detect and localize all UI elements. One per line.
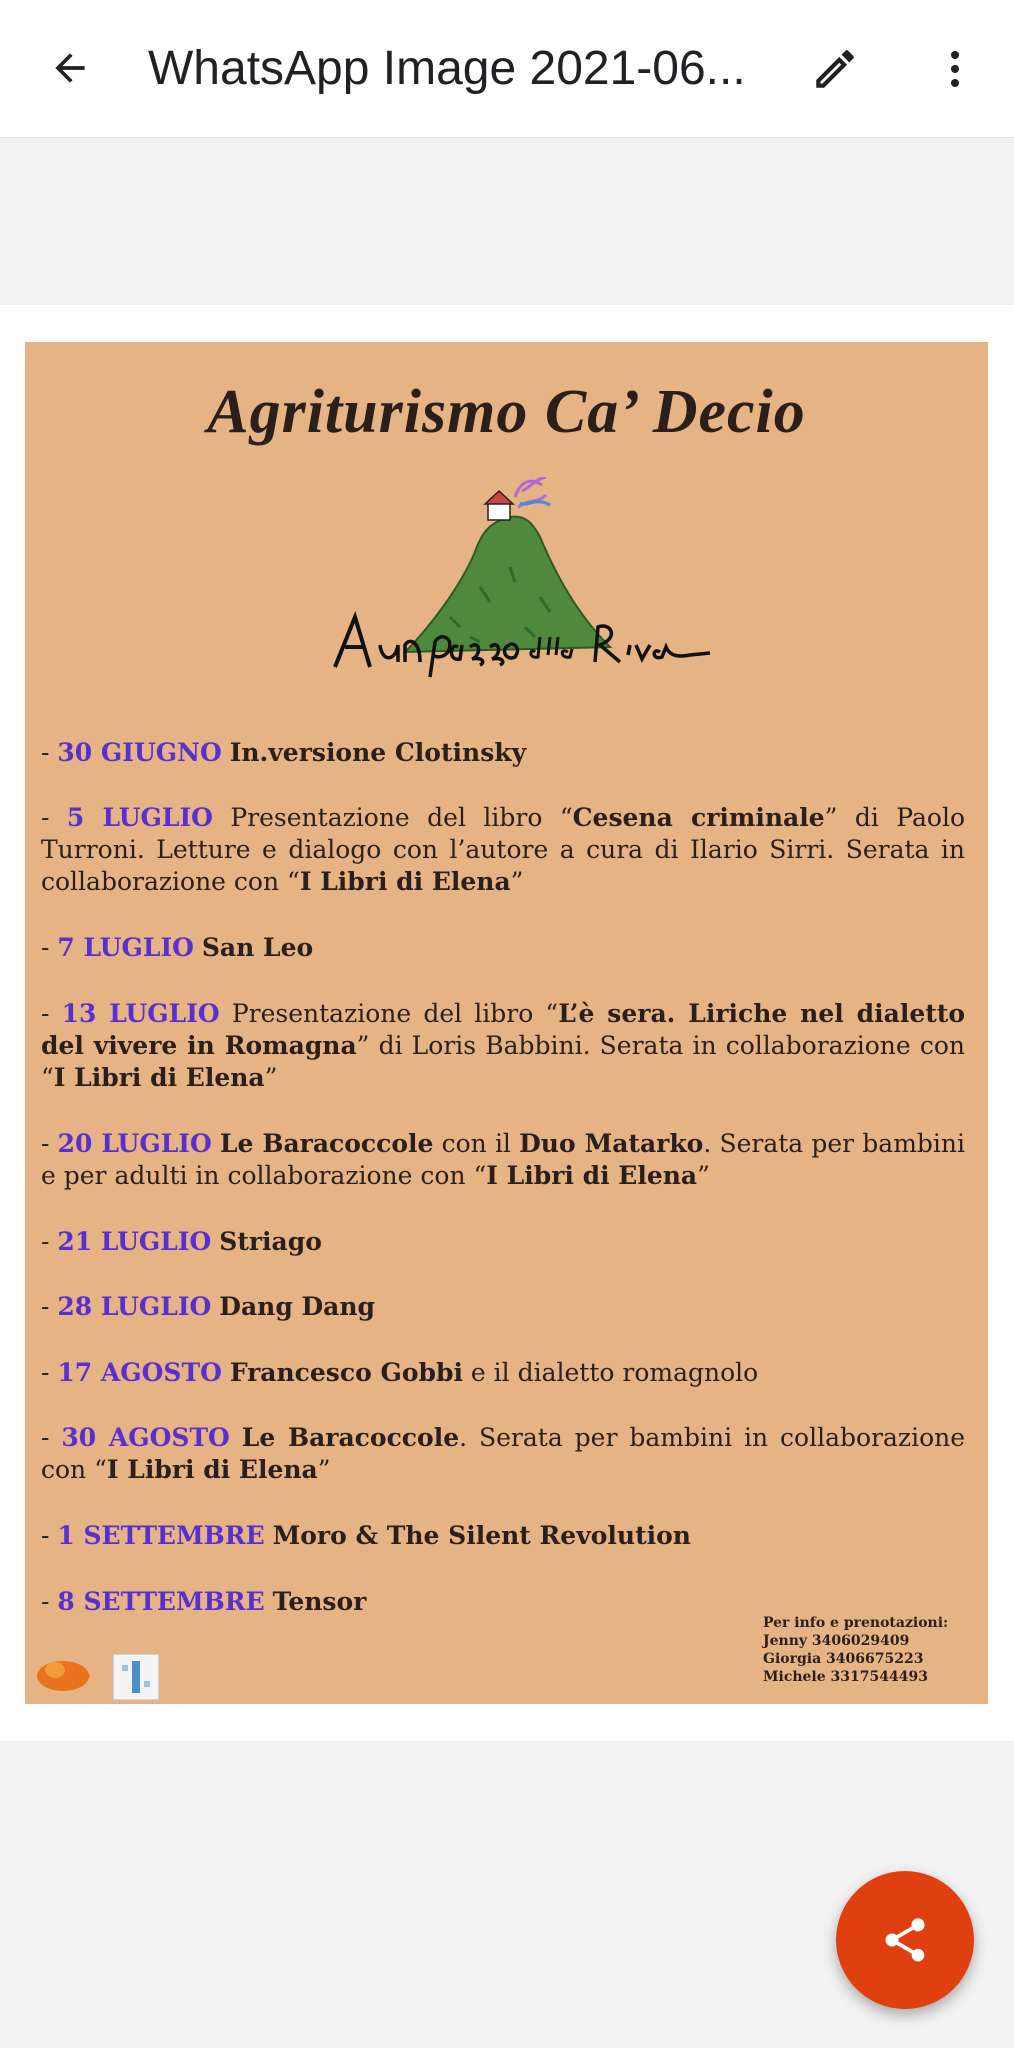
contact-line: Michele 3317544493 [763,1669,928,1685]
pencil-icon [810,44,860,94]
event-item [41,737,965,769]
event-title: Moro & The Silent Revolution [272,1521,691,1550]
event-date: 5 LUGLIO [66,803,213,832]
event-item [41,1128,965,1192]
event-text: Presentazione del libro “ [219,999,559,1028]
event-date: 13 LUGLIO [61,999,220,1028]
event-dash: - [41,738,58,767]
arrow-left-icon [48,46,92,90]
event-date: 7 LUGLIO [57,933,194,962]
event-dash: - [41,1587,58,1616]
event-book-title: L’è sera. Liriche nel dialetto del vivere in Romagna [41,999,966,1060]
event-text: ” [697,1161,710,1190]
event-performer: Duo Matarko [519,1129,704,1158]
event-text: . Serata per bambini in collaborazione con “ [41,1423,966,1484]
event-item [41,932,965,964]
event-dash: - [41,1292,58,1321]
event-text: ” di Paolo Turroni. Letture e dialogo con l’autore a cura di Ilario Sirri. Serata in collaborazione con “ [41,803,965,896]
event-sep [222,1358,230,1387]
event-dash: - [41,1227,58,1256]
contact-info [763,1614,973,1686]
event-date: 20 LUGLIO [57,1129,212,1158]
event-dash: - [41,1521,58,1550]
event-title: Tensor [272,1587,367,1616]
event-dash: - [41,933,58,962]
event-text: ” [264,1063,278,1092]
event-item [41,1520,965,1552]
event-partner: I Libri di Elena [53,1063,265,1092]
contact-line: Jenny 3406029409 [763,1633,910,1649]
event-date: 1 SETTEMBRE [57,1521,265,1550]
event-date: 30 AGOSTO [61,1423,230,1452]
event-sep [265,1521,273,1550]
event-dash: - [41,1129,58,1158]
event-book-title: Cesena criminale [572,803,825,832]
event-text: e il dialetto romagnolo [462,1358,759,1387]
event-dash: - [41,803,67,832]
event-partner: I Libri di Elena [486,1161,698,1190]
event-poster [25,342,988,1704]
share-button[interactable] [836,1871,974,2009]
event-title: Striago [219,1227,322,1256]
back-button[interactable] [40,38,100,98]
sponsor-logo [33,1652,95,1698]
event-dash: - [41,999,62,1028]
event-sep [212,1129,220,1158]
event-item [41,998,965,1094]
event-item [41,1226,965,1258]
event-text: ” [510,867,524,896]
more-vertical-icon [931,45,979,93]
event-dash: - [41,1358,58,1387]
event-title: Le Baracoccole [241,1423,460,1452]
event-text: ” [317,1455,331,1484]
event-item [41,1422,965,1486]
event-partner: I Libri di Elena [299,867,511,896]
event-sep [222,738,230,767]
event-date: 30 GIUGNO [57,738,222,767]
share-icon [879,1914,931,1966]
event-text: con il [433,1129,520,1158]
app-bar [0,0,1014,138]
event-text: . Serata per bambini e per adulti in collaborazione con “ [41,1129,965,1190]
event-text: Presentazione del libro “ [212,803,573,832]
sponsor-logo [113,1654,159,1700]
event-title: Francesco Gobbi [229,1358,463,1387]
event-date: 28 LUGLIO [57,1292,212,1321]
event-title: Dang Dang [219,1292,376,1321]
event-sep [265,1587,273,1616]
more-options-button[interactable] [925,38,985,100]
event-partner: I Libri di Elena [106,1455,318,1484]
event-item [41,802,965,898]
event-title: In.versione Clotinsky [229,738,527,767]
event-title: San Leo [201,933,314,962]
event-item [41,1291,965,1323]
event-date: 17 AGOSTO [57,1358,222,1387]
event-date: 21 LUGLIO [57,1227,212,1256]
event-text: ” di Loris Babbini. Serata in collaborazione con “ [41,1031,965,1092]
contact-line: Giorgia 3406675223 [763,1651,924,1667]
document-title: WhatsApp Image 2021-06... [148,42,746,95]
event-dash: - [41,1423,62,1452]
contact-heading: Per info e prenotazioni: [763,1615,949,1631]
edit-button[interactable] [800,38,870,100]
event-sep [194,933,202,962]
event-item [41,1357,965,1389]
poster-title: Agriturismo Ca’ Decio [207,378,806,446]
event-title: Le Baracoccole [219,1129,434,1158]
event-sep [230,1423,242,1452]
event-date: 8 SETTEMBRE [57,1587,265,1616]
mountain-logo [310,477,750,717]
